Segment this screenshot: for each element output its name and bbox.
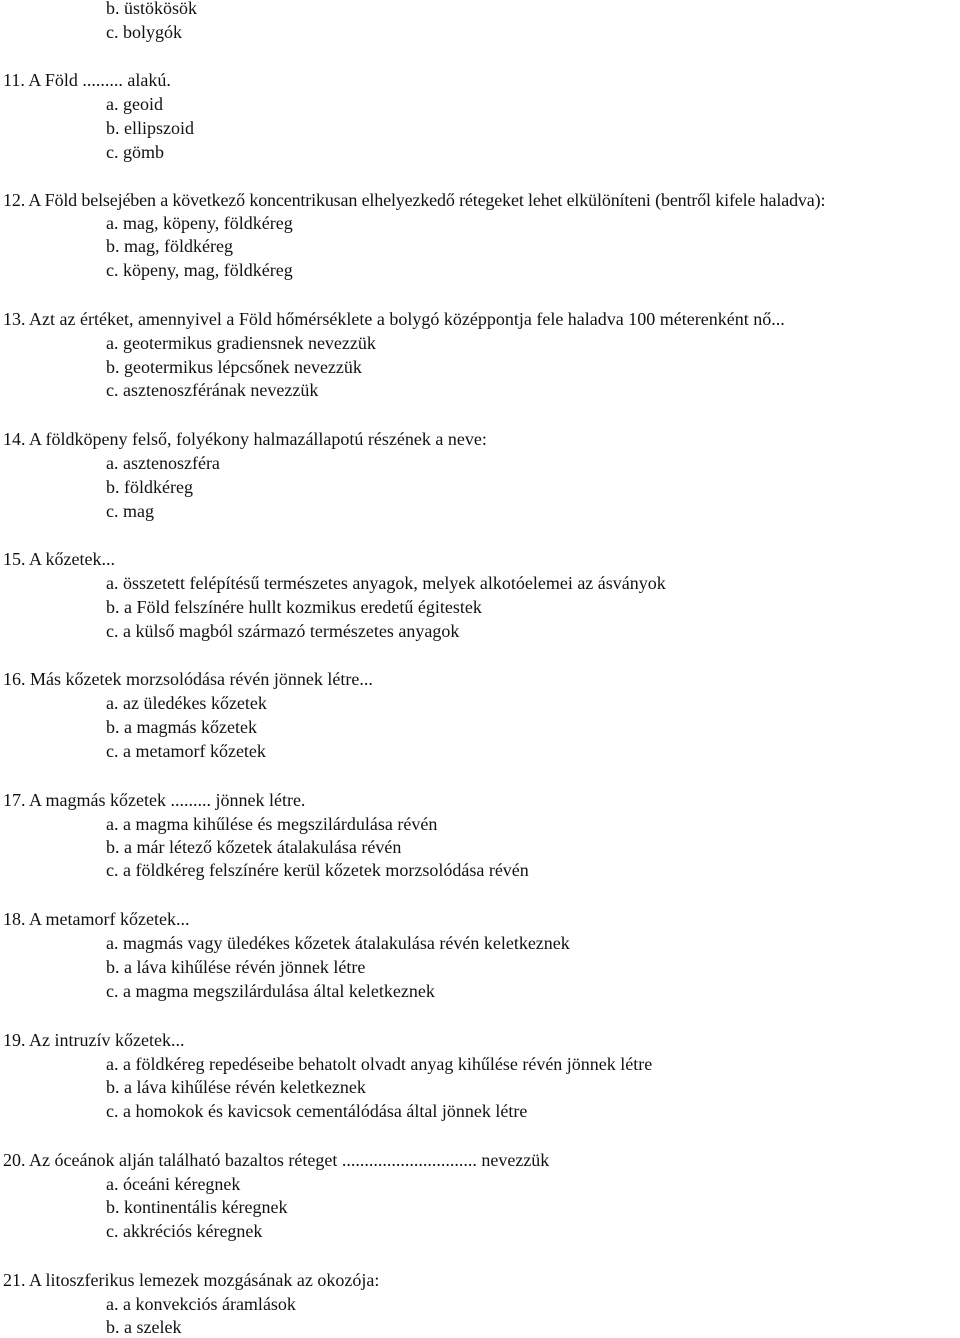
q15-option-b: b. a Föld felszínére hullt kozmikus eredetű égitestek — [106, 597, 482, 617]
q16-option-a: a. az üledékes kőzetek — [106, 693, 267, 713]
question-20: 20. Az óceánok alján található bazaltos réteget .............................. nevezzük — [3, 1150, 550, 1170]
q11-option-c: c. gömb — [106, 142, 164, 162]
question-12: 12. A Föld belsejében a következő koncentrikusan elhelyezkedő rétegeket lehet elkülöníteni (bentről kifele haladva): — [3, 190, 826, 210]
question-13: 13. Azt az értéket, amennyivel a Föld hőmérséklete a bolygó középpontja fele haladva 100 méterenként nő... — [3, 309, 785, 329]
q15-option-c: c. a külső magból származó természetes anyagok — [106, 621, 460, 641]
question-18: 18. A metamorf kőzetek... — [3, 909, 190, 929]
q20-option-c: c. akkréciós kéregnek — [106, 1221, 263, 1241]
question-21: 21. A litoszferikus lemezek mozgásának az okozója: — [3, 1270, 380, 1290]
q14-option-c: c. mag — [106, 501, 154, 521]
q21-option-b: b. a szelek — [106, 1317, 182, 1337]
q17-option-c: c. a földkéreg felszínére kerül kőzetek morzsolódása révén — [106, 860, 529, 880]
q12-option-b: b. mag, földkéreg — [106, 236, 233, 256]
question-14: 14. A földköpeny felső, folyékony halmazállapotú részének a neve: — [3, 429, 487, 449]
q14-option-a: a. asztenoszféra — [106, 453, 220, 473]
q11-option-a: a. geoid — [106, 94, 163, 114]
q14-option-b: b. földkéreg — [106, 477, 193, 497]
q17-option-b: b. a már létező kőzetek átalakulása révén — [106, 837, 402, 857]
question-17: 17. A magmás kőzetek ......... jönnek létre. — [3, 790, 306, 810]
q13-option-b: b. geotermikus lépcsőnek nevezzük — [106, 357, 362, 377]
q19-option-a: a. a földkéreg repedéseibe behatolt olvadt anyag kihűlése révén jönnek létre — [106, 1054, 653, 1074]
q19-option-b: b. a láva kihűlése révén keletkeznek — [106, 1077, 366, 1097]
q13-option-c: c. asztenoszférának nevezzük — [106, 380, 319, 400]
q15-option-a: a. összetett felépítésű természetes anyagok, melyek alkotóelemei az ásványok — [106, 573, 666, 593]
question-11: 11. A Föld ......... alakú. — [3, 70, 171, 90]
question-19: 19. Az intruzív kőzetek... — [3, 1030, 185, 1050]
q16-option-c: c. a metamorf kőzetek — [106, 741, 266, 761]
question-16: 16. Más kőzetek morzsolódása révén jönnek létre... — [3, 669, 373, 689]
q21-option-a: a. a konvekciós áramlások — [106, 1294, 296, 1314]
q20-option-b: b. kontinentális kéregnek — [106, 1197, 288, 1217]
question-15: 15. A kőzetek... — [3, 549, 115, 569]
q13-option-a: a. geotermikus gradiensnek nevezzük — [106, 333, 376, 353]
q11-option-b: b. ellipszoid — [106, 118, 194, 138]
q18-option-a: a. magmás vagy üledékes kőzetek átalakulása révén keletkeznek — [106, 933, 570, 953]
q19-option-c: c. a homokok és kavicsok cementálódása által jönnek létre — [106, 1101, 528, 1121]
q17-option-a: a. a magma kihűlése és megszilárdulása révén — [106, 814, 438, 834]
option-b-prev: b. üstökösök — [106, 0, 198, 18]
q12-option-c: c. köpeny, mag, földkéreg — [106, 260, 293, 280]
q12-option-a: a. mag, köpeny, földkéreg — [106, 213, 293, 233]
q18-option-c: c. a magma megszilárdulása által keletkeznek — [106, 981, 435, 1001]
option-c-prev: c. bolygók — [106, 22, 182, 42]
q20-option-a: a. óceáni kéregnek — [106, 1174, 241, 1194]
q16-option-b: b. a magmás kőzetek — [106, 717, 257, 737]
q18-option-b: b. a láva kihűlése révén jönnek létre — [106, 957, 366, 977]
